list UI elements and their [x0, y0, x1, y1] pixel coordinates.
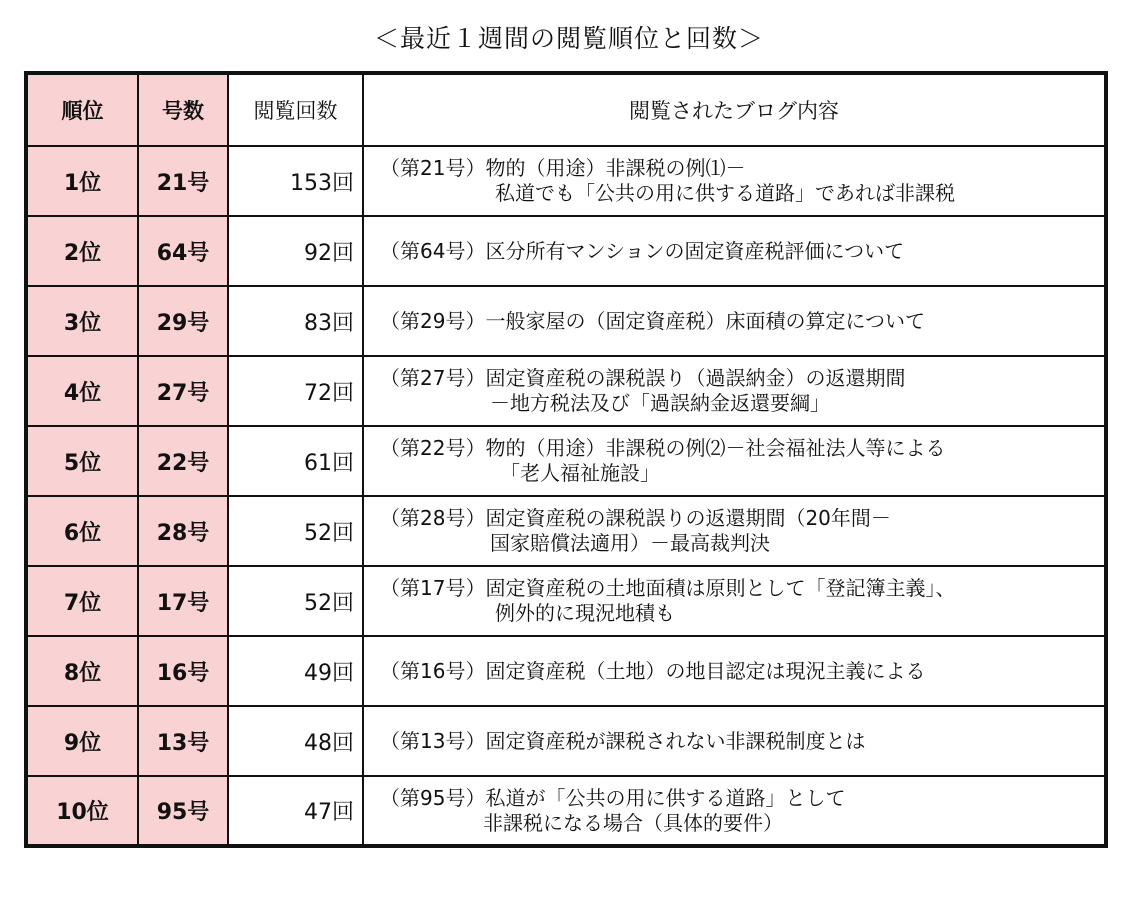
content-cell — [363, 356, 1106, 426]
content-cell — [363, 636, 1106, 706]
views-cell: 47回 — [228, 776, 363, 846]
header-number: 号数 — [138, 73, 228, 146]
ranking-table — [24, 71, 1108, 848]
page-title: ＜最近１週間の閲覧順位と回数＞ — [373, 24, 764, 53]
views-cell: 48回 — [228, 706, 363, 776]
table-row — [26, 286, 1106, 356]
content-cell — [363, 146, 1106, 216]
content-line-2: －地方税法及び「過誤納金返還要綱」 — [490, 391, 830, 415]
table-row — [26, 146, 1106, 216]
rank-cell: 10位 — [26, 776, 138, 846]
rank-cell: 6位 — [26, 496, 138, 566]
views-cell: 61回 — [228, 426, 363, 496]
content-line-1: （第21号）物的（用途）非課税の例⑴－ — [380, 156, 746, 180]
number-cell: 17号 — [138, 566, 228, 636]
rank-cell: 9位 — [26, 706, 138, 776]
content-line-1: （第95号）私道が「公共の用に供する道路」として — [380, 785, 846, 810]
content-line-1: （第27号）固定資産税の課税誤り（過誤納金）の返還期間 — [380, 366, 906, 390]
table-row — [26, 706, 1106, 776]
content-line-1: （第17号）固定資産税の土地面積は原則として「登記簿主義」、 — [380, 576, 956, 600]
content-cell — [363, 776, 1106, 846]
content-cell — [363, 706, 1106, 776]
content-line-1: （第16号）固定資産税（土地）の地目認定は現況主義による — [380, 658, 926, 683]
views-cell: 49回 — [228, 636, 363, 706]
content-line-2: 非課税になる場合（具体的要件） — [483, 810, 783, 835]
content-line-2: 私道でも「公共の用に供する道路」であれば非課税 — [495, 181, 955, 205]
content-cell — [363, 496, 1106, 566]
content-line-1: （第29号）一般家屋の（固定資産税）床面積の算定について — [380, 308, 926, 333]
rank-cell: 5位 — [26, 426, 138, 496]
number-cell: 22号 — [138, 426, 228, 496]
content-line-2: 国家賠償法適用）－最高裁判決 — [490, 531, 770, 555]
header-views: 閲覧回数 — [228, 73, 363, 146]
table-row — [26, 216, 1106, 286]
number-cell: 27号 — [138, 356, 228, 426]
rank-cell: 2位 — [26, 216, 138, 286]
table-row — [26, 496, 1106, 566]
table-row — [26, 636, 1106, 706]
content-cell — [363, 286, 1106, 356]
number-cell: 21号 — [138, 146, 228, 216]
views-cell: 52回 — [228, 496, 363, 566]
table-header-row — [26, 73, 1106, 146]
rank-cell: 3位 — [26, 286, 138, 356]
table-row — [26, 426, 1106, 496]
content-line-2: 「老人福祉施設」 — [500, 461, 660, 485]
content-line-1: （第28号）固定資産税の課税誤りの返還期間（20年間－ — [380, 506, 891, 530]
content-line-1: （第13号）固定資産税が課税されない非課税制度とは — [380, 728, 866, 753]
views-cell: 72回 — [228, 356, 363, 426]
views-cell: 92回 — [228, 216, 363, 286]
table-row — [26, 566, 1106, 636]
content-cell — [363, 216, 1106, 286]
views-cell: 83回 — [228, 286, 363, 356]
content-line-1: （第22号）物的（用途）非課税の例⑵－社会福祉法人等による — [380, 436, 946, 460]
rank-cell: 1位 — [26, 146, 138, 216]
views-cell: 52回 — [228, 566, 363, 636]
number-cell: 29号 — [138, 286, 228, 356]
table-row — [26, 776, 1106, 846]
number-cell: 28号 — [138, 496, 228, 566]
content-cell — [363, 426, 1106, 496]
rank-cell: 7位 — [26, 566, 138, 636]
content-line-1: （第64号）区分所有マンションの固定資産税評価について — [380, 238, 905, 263]
rank-cell: 4位 — [26, 356, 138, 426]
content-line-2: 例外的に現況地積も — [495, 601, 675, 625]
header-content: 閲覧されたブログ内容 — [363, 73, 1106, 146]
table-row — [26, 356, 1106, 426]
number-cell: 13号 — [138, 706, 228, 776]
number-cell: 95号 — [138, 776, 228, 846]
header-rank: 順位 — [26, 73, 138, 146]
views-cell: 153回 — [228, 146, 363, 216]
number-cell: 64号 — [138, 216, 228, 286]
number-cell: 16号 — [138, 636, 228, 706]
rank-cell: 8位 — [26, 636, 138, 706]
content-cell — [363, 566, 1106, 636]
